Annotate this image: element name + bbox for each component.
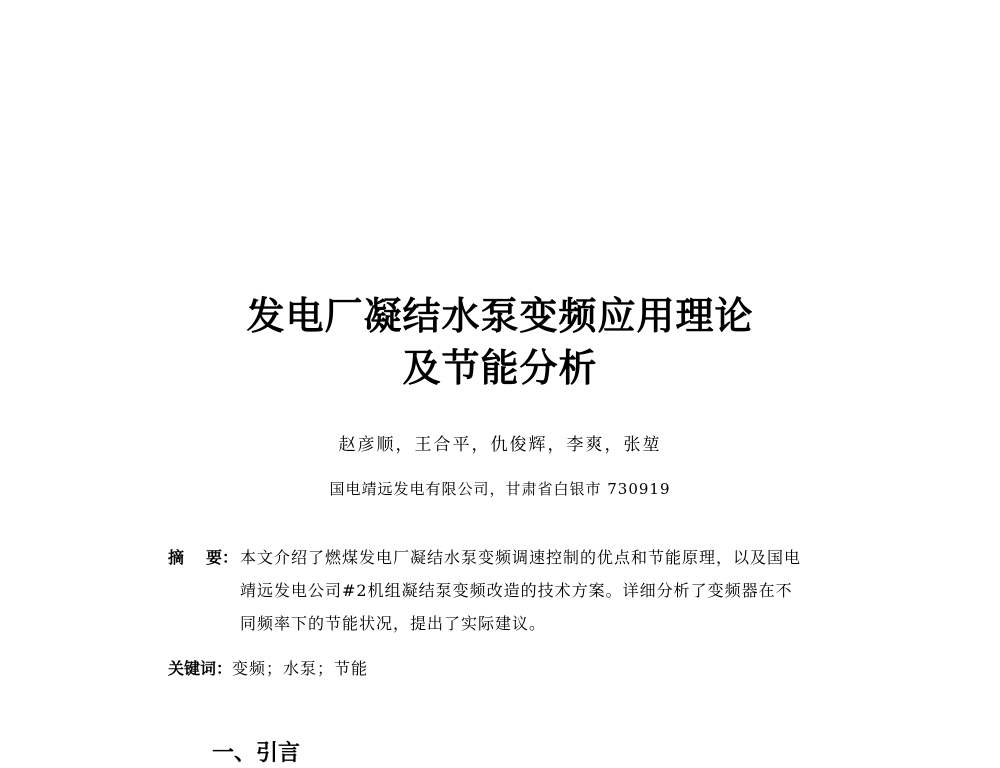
keywords-label: 关键词： bbox=[168, 659, 233, 678]
paper-title-line-1: 发电厂凝结水泵变频应用理论 bbox=[246, 293, 754, 338]
paper-affiliation: 国电靖远发电有限公司，甘肃省白银市 730919 bbox=[329, 480, 671, 498]
keywords-block bbox=[168, 656, 368, 679]
paper-title-line-2: 及节能分析 bbox=[402, 345, 598, 390]
paper-authors: 赵彦顺，王合平，仇俊辉，李爽，张堃 bbox=[338, 435, 662, 455]
abstract-label-left: 摘 bbox=[168, 548, 185, 567]
abstract-label bbox=[168, 541, 240, 574]
abstract-line-1: 本文介绍了燃煤发电厂凝结水泵变频调速控制的优点和节能原理，以及国电 bbox=[240, 548, 802, 567]
paper-title bbox=[0, 290, 1000, 394]
section-heading-introduction: 一、引言 bbox=[212, 741, 301, 766]
abstract-label-right: 要： bbox=[206, 548, 239, 567]
abstract-text bbox=[240, 541, 860, 640]
abstract-line-3: 同频率下的节能状况，提出了实际建议。 bbox=[240, 614, 547, 633]
abstract-line-2: 靖远发电公司#2机组凝结泵变频改造的技术方案。详细分析了变频器在不 bbox=[240, 581, 793, 600]
keywords-text: 变频；水泵；节能 bbox=[232, 659, 369, 678]
